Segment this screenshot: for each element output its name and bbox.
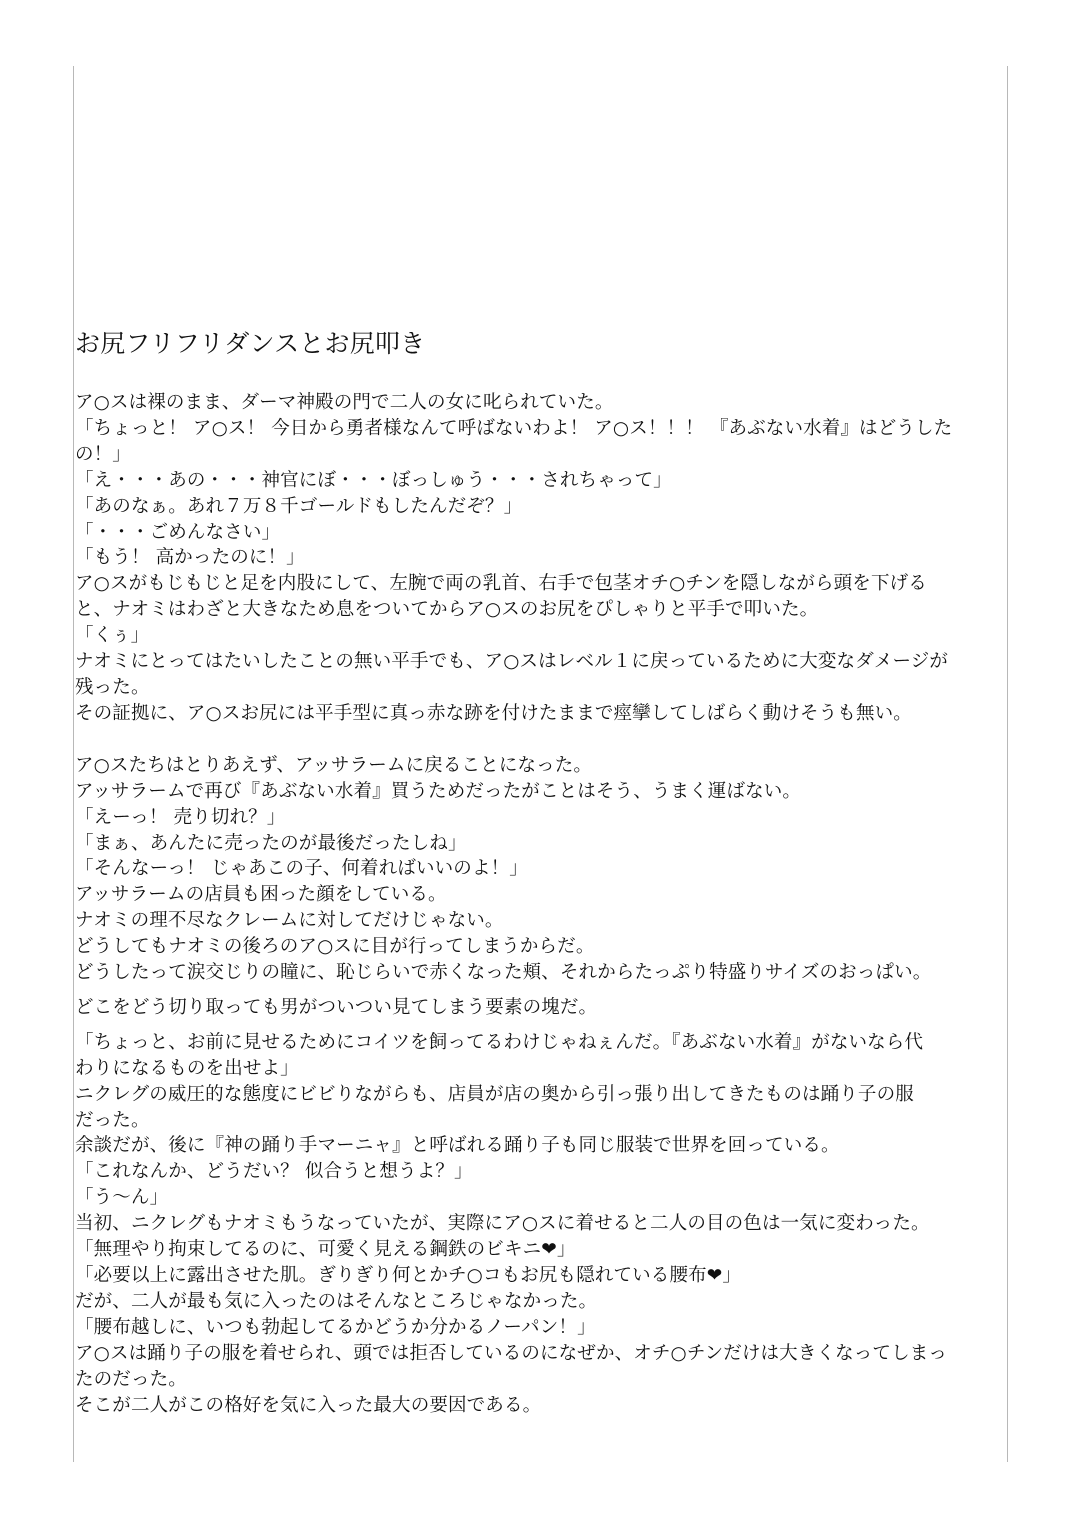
paragraph xyxy=(75,468,1007,494)
text-line: 「くぅ」 xyxy=(75,625,150,647)
text-line: ア○スは裸のまま、ダーマ神殿の門で二人の女に叱られていた。 xyxy=(75,392,614,413)
paragraph xyxy=(75,1082,1007,1134)
paragraph xyxy=(75,1133,1007,1159)
text-line: 「う～ん」 xyxy=(75,1187,169,1209)
paragraph xyxy=(75,1263,1007,1289)
paragraph xyxy=(75,1030,1007,1082)
paragraph xyxy=(75,545,1007,571)
paragraph xyxy=(75,1393,1007,1419)
blank-line xyxy=(75,727,1007,753)
paragraph xyxy=(75,1341,1007,1393)
paragraph xyxy=(75,934,1007,960)
text-line: ニクレグの威圧的な態度にビビりながらも、店員が店の奥から引っ張り出してきたものは踊り子の服 xyxy=(75,1083,914,1105)
text-line: 「無理やり拘束してるのに、可愛く見える鋼鉄のビキニ❤」 xyxy=(75,1239,576,1261)
chapter-title: お尻フリフリダンスとお尻叩き xyxy=(75,329,426,358)
text-line: だが、二人が最も気に入ったのはそんなところじゃなかった。 xyxy=(75,1290,598,1312)
paragraph xyxy=(75,623,1007,649)
text-line: 「腰布越しに、いつも勃起してるかどうか分かるノーパン！」 xyxy=(75,1316,596,1338)
text-line: 「これなんか、どうだい？ 似合うと想うよ？」 xyxy=(75,1161,473,1183)
paragraph xyxy=(75,753,1007,779)
paragraph xyxy=(75,779,1007,805)
paragraph-spacer xyxy=(75,986,1007,995)
paragraph xyxy=(75,908,1007,934)
text-line: ア○スは踊り子の服を着せられ、頭では拒否しているのになぜか、オチ○チンだけは大きくなってしまっ xyxy=(75,1342,948,1364)
text-line: アッサラームで再び『あぶない水着』買うためだったがことはそう、うまく運ばない。 xyxy=(75,780,802,802)
paragraph xyxy=(75,571,1007,623)
text-line: 「えーっ！ 売り切れ？」 xyxy=(75,806,286,828)
text-line: 当初、ニクレグもナオミもうなっていたが、実際にア○スに着せると二人の目の色は一気に変わった。 xyxy=(75,1213,930,1235)
text-line: アッサラームの店員も困った顔をしている。 xyxy=(75,884,447,906)
paragraph xyxy=(75,805,1007,831)
text-line: 「もう！ 高かったのに！」 xyxy=(75,547,305,569)
paragraph xyxy=(75,1185,1007,1211)
text-line: 「え・・・あの・・・神官にぼ・・・ぼっしゅう・・・されちゃって」 xyxy=(75,469,672,491)
paragraph xyxy=(75,1289,1007,1315)
paragraph xyxy=(75,494,1007,520)
text-line: 「・・・ごめんなさい」 xyxy=(75,521,281,543)
text-line: どこをどう切り取っても男がついつい見てしまう要素の塊だ。 xyxy=(75,996,598,1018)
text-line: わりになるものを出せよ」 xyxy=(75,1057,299,1079)
text-line: の！」 xyxy=(75,443,131,465)
text-line: 「必要以上に露出させた肌。ぎりぎり何とかチ○コもお尻も隠れている腰布❤」 xyxy=(75,1265,742,1286)
paragraph xyxy=(75,1315,1007,1341)
text-line: たのだった。 xyxy=(75,1368,187,1390)
paragraph xyxy=(75,856,1007,882)
paragraph xyxy=(75,995,1007,1021)
text-line: 残った。 xyxy=(75,676,150,698)
document-body xyxy=(75,326,1007,1418)
paragraph xyxy=(75,416,1007,468)
left-margin-rule xyxy=(73,66,74,1462)
paragraph xyxy=(75,649,1007,701)
paragraph-spacer xyxy=(75,1021,1007,1030)
paragraph xyxy=(75,1237,1007,1263)
text-line: その証拠に、ア○スお尻には平手型に真っ赤な跡を付けたままで痙攣してしばらく動けそうも無い。 xyxy=(75,702,912,724)
paragraph xyxy=(75,882,1007,908)
text-line: 「ちょっと、お前に見せるためにコイツを飼ってるわけじゃねぇんだ。『あぶない水着』がないなら代 xyxy=(75,1031,924,1053)
paragraph xyxy=(75,520,1007,546)
story-text xyxy=(75,390,1007,1418)
paragraph xyxy=(75,390,1007,416)
text-line: どうしたって涙交じりの瞳に、恥じらいで赤くなった頬、それからたっぷり特盛りサイズのおっぱい。 xyxy=(75,962,932,984)
text-line: ナオミにとってはたいしたことの無い平手でも、ア○スはレベル１に戻っているために大変なダメージが xyxy=(75,651,949,673)
text-line: ナオミの理不尽なクレームに対してだけじゃない。 xyxy=(75,910,504,932)
paragraph xyxy=(75,831,1007,857)
paragraph xyxy=(75,1159,1007,1185)
text-line: どうしてもナオミの後ろのア○スに目が行ってしまうからだ。 xyxy=(75,936,595,958)
paragraph xyxy=(75,960,1007,986)
text-line: だった。 xyxy=(75,1109,150,1131)
text-line: 余談だが、後に『神の踊り手マーニャ』と呼ばれる踊り子も同じ服装で世界を回っている。 xyxy=(75,1135,840,1157)
text-line: 「そんなーっ！ じゃあこの子、何着ればいいのよ！」 xyxy=(75,858,528,880)
paragraph xyxy=(75,1211,1007,1237)
text-line: ア○スがもじもじと足を内股にして、左腕で両の乳首、右手で包茎オチ○チンを隠しながら頭を下げる xyxy=(75,573,927,595)
text-line: 「まぁ、あんたに売ったのが最後だったしね」 xyxy=(75,832,467,854)
text-line: ア○スたちはとりあえず、アッサラームに戻ることになった。 xyxy=(75,754,593,776)
text-line: そこが二人がこの格好を気に入った最大の要因である。 xyxy=(75,1394,542,1416)
right-margin-rule xyxy=(1007,66,1008,1462)
text-line: 「ちょっと！ ア○ス！ 今日から勇者様なんて呼ばないわよ！ ア○ス！！！ 『あぶない水着』はどうした xyxy=(75,417,953,439)
paragraph xyxy=(75,701,1007,727)
text-line: と、ナオミはわざと大きなため息をついてからア○スのお尻をぴしゃりと平手で叩いた。 xyxy=(75,599,819,621)
text-line: 「あのなぁ。あれ７万８千ゴールドもしたんだぞ？」 xyxy=(75,495,523,517)
